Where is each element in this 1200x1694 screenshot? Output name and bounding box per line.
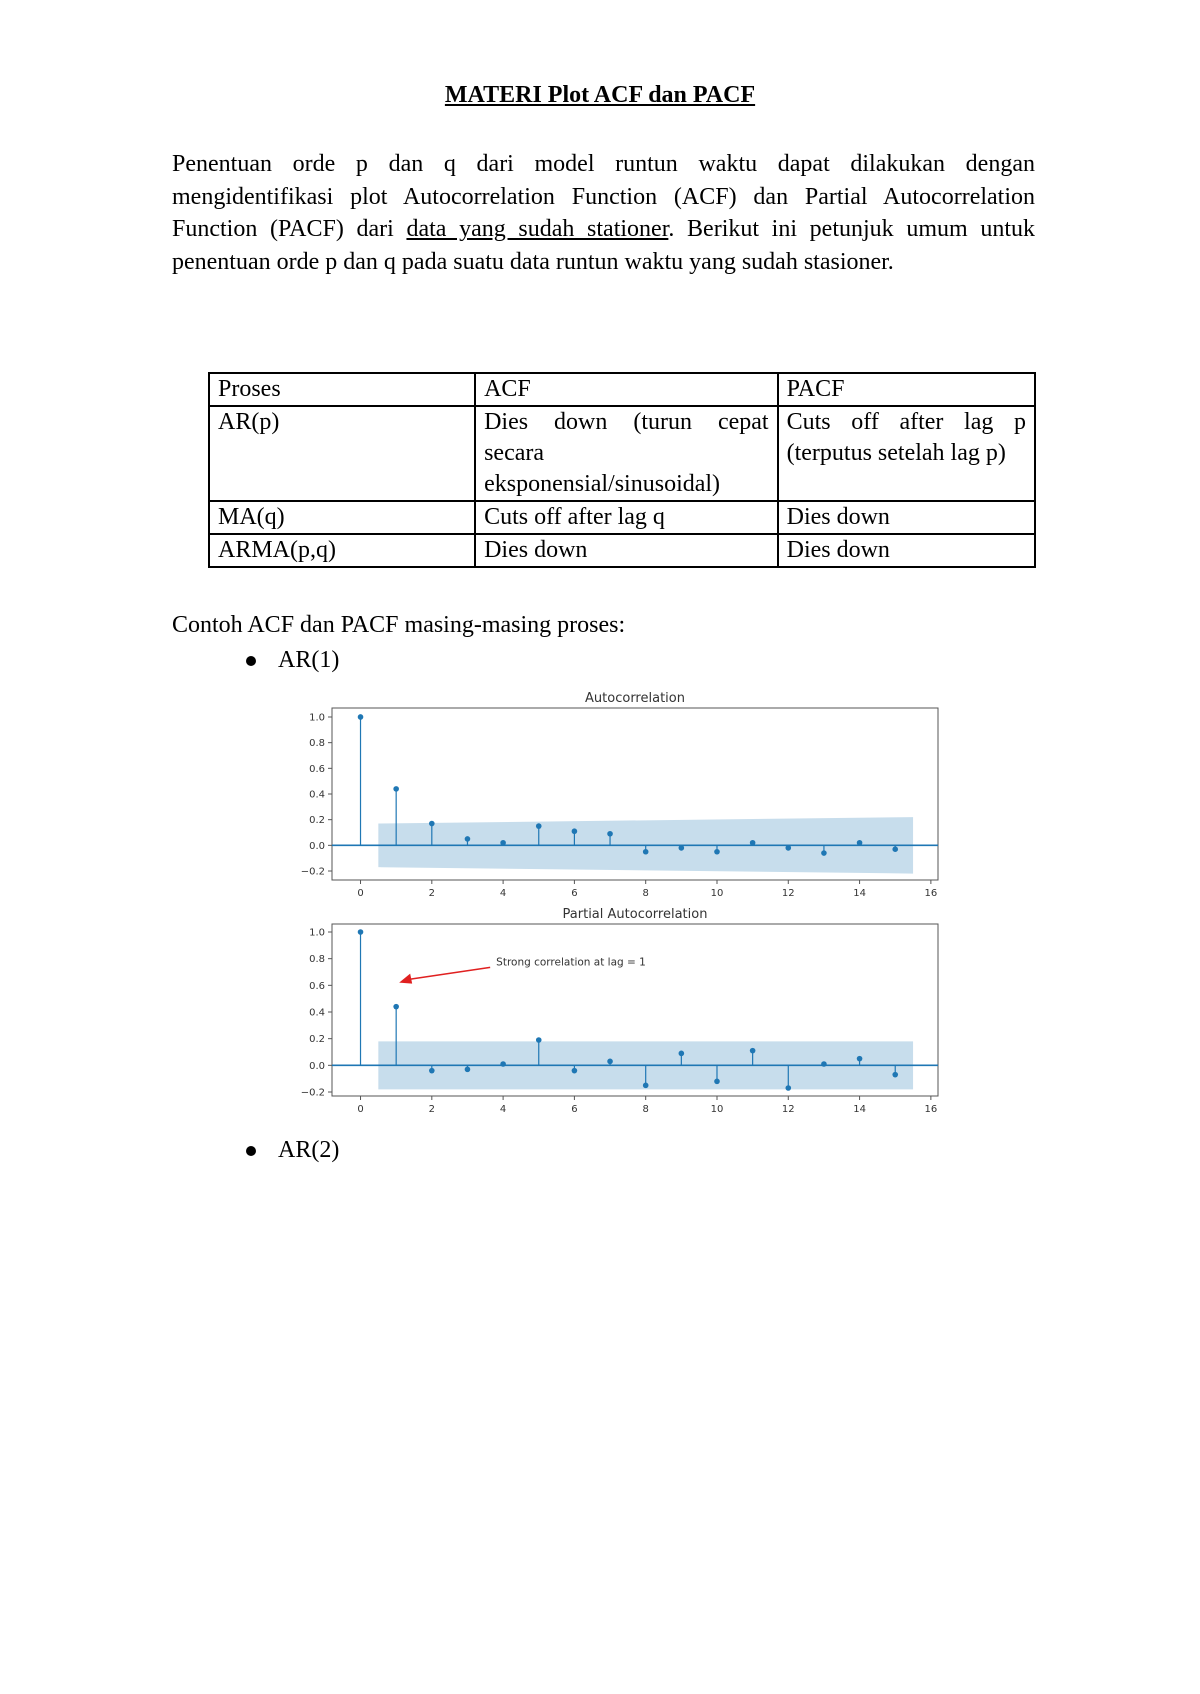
x-tick-label: 8 <box>642 888 649 899</box>
x-tick-label: 14 <box>853 1104 866 1115</box>
x-tick-label: 12 <box>781 888 795 899</box>
stem-marker <box>536 1037 542 1043</box>
stem-marker <box>393 1004 399 1010</box>
stem-marker <box>892 846 898 852</box>
stem-marker <box>572 828 578 834</box>
table-cell: Dies down <box>778 534 1035 567</box>
x-tick-label: 16 <box>924 1104 938 1115</box>
stem-marker <box>643 849 649 855</box>
table-cell: AR(p) <box>209 406 475 501</box>
y-tick-label: 0.2 <box>309 1034 325 1046</box>
stem-marker <box>857 840 863 846</box>
y-tick-label: 1.0 <box>309 712 325 724</box>
table-row <box>209 406 1035 501</box>
stem-marker <box>679 845 685 851</box>
stem-marker <box>892 1072 898 1078</box>
stem-marker <box>607 1059 613 1065</box>
bullet-item <box>246 647 339 674</box>
table-cell: Dies down <box>475 534 778 567</box>
stem-marker <box>536 823 542 829</box>
acf-chart <box>280 690 950 905</box>
stem-marker <box>465 836 471 842</box>
y-tick-label: 0.0 <box>309 840 325 852</box>
stem-marker <box>500 1061 506 1067</box>
stem-marker <box>429 821 435 827</box>
x-tick-label: 16 <box>924 888 938 899</box>
x-tick-label: 10 <box>710 888 724 899</box>
stem-marker <box>393 786 399 792</box>
table-cell: Dies down <box>778 501 1035 534</box>
y-tick-label: 0.2 <box>309 815 325 827</box>
stem-marker <box>429 1068 435 1074</box>
y-tick-label: 0.8 <box>309 738 325 750</box>
bullet-dot-icon <box>246 656 256 666</box>
paragraph-underlined-phrase: data yang sudah stationer <box>406 216 669 243</box>
x-tick-label: 6 <box>571 888 578 899</box>
annotation-arrowhead-icon <box>399 974 412 984</box>
x-tick-label: 0 <box>357 888 364 899</box>
y-tick-label: −0.2 <box>300 866 325 878</box>
pacf-chart <box>280 906 950 1121</box>
intro-paragraph <box>172 148 1035 278</box>
annotation-text: Strong correlation at lag = 1 <box>496 956 646 969</box>
stem-marker <box>358 929 364 935</box>
stem-marker <box>358 714 364 720</box>
stem-marker <box>821 1061 827 1067</box>
table-cell: ARMA(p,q) <box>209 534 475 567</box>
stem-marker <box>572 1068 578 1074</box>
stem-marker <box>821 850 827 856</box>
stem-marker <box>785 845 791 851</box>
x-tick-label: 14 <box>853 888 866 899</box>
y-tick-label: 0.6 <box>309 980 325 992</box>
x-tick-label: 10 <box>710 1104 724 1115</box>
table-cell: Cuts off after lag p (terputus setelah lag p) <box>778 406 1035 501</box>
stem-marker <box>679 1051 685 1057</box>
paragraph-text-end: . Berikut ini petunjuk umum untuk penentuan orde p dan q pada suatu data runtun waktu yang sudah stasioner. <box>172 216 1035 275</box>
y-tick-label: 0.6 <box>309 763 325 775</box>
paragraph-text-start: Penentuan orde p dan q dari model runtun waktu dapat dilakukan dengan mengidentifikasi plot Autocorrelation Function (ACF) dan Partial Autocorrelation Function (PACF) dari <box>172 151 1035 243</box>
y-tick-label: −0.2 <box>300 1087 325 1099</box>
stem-marker <box>643 1083 649 1089</box>
page-title: MATERI Plot ACF dan PACF <box>444 82 756 108</box>
table-cell: Dies down (turun cepat secara eksponensial/sinusoidal) <box>475 406 778 501</box>
order-identification-table <box>208 372 1036 568</box>
x-tick-label: 4 <box>499 1104 507 1115</box>
x-tick-label: 12 <box>781 1104 795 1115</box>
y-tick-label: 0.0 <box>309 1060 325 1072</box>
x-tick-label: 2 <box>428 888 435 899</box>
y-tick-label: 1.0 <box>309 927 325 939</box>
table-header-cell: Proses <box>209 373 475 406</box>
stem-marker <box>750 1048 756 1054</box>
chart-title: Partial Autocorrelation <box>562 907 708 922</box>
x-tick-label: 0 <box>357 1104 364 1115</box>
x-tick-label: 4 <box>499 888 507 899</box>
x-tick-label: 8 <box>642 1104 649 1115</box>
table-cell: MA(q) <box>209 501 475 534</box>
stem-marker <box>750 840 756 846</box>
table-header-cell: ACF <box>475 373 778 406</box>
chart-title: Autocorrelation <box>585 691 685 706</box>
table-header-cell: PACF <box>778 373 1035 406</box>
stem-marker <box>714 1079 720 1085</box>
table-row <box>209 534 1035 567</box>
annotation-arrow-shaft <box>407 967 490 979</box>
y-tick-label: 0.8 <box>309 954 325 966</box>
stem-marker <box>607 831 613 837</box>
stem-marker <box>785 1085 791 1091</box>
bullet-dot-icon <box>246 1146 256 1156</box>
y-tick-label: 0.4 <box>309 789 325 801</box>
bullet-item <box>246 1137 339 1164</box>
table-header-row <box>209 373 1035 406</box>
x-tick-label: 6 <box>571 1104 578 1115</box>
table-row <box>209 501 1035 534</box>
stem-marker <box>714 849 720 855</box>
y-tick-label: 0.4 <box>309 1007 325 1019</box>
stem-marker <box>465 1067 471 1073</box>
stem-marker <box>857 1056 863 1062</box>
table-cell: Cuts off after lag q <box>475 501 778 534</box>
bullet-label: AR(1) <box>278 647 340 673</box>
bullet-label: AR(2) <box>278 1137 340 1163</box>
examples-intro: Contoh ACF dan PACF masing-masing proses: <box>172 612 626 638</box>
x-tick-label: 2 <box>428 1104 435 1115</box>
stem-marker <box>500 840 506 846</box>
